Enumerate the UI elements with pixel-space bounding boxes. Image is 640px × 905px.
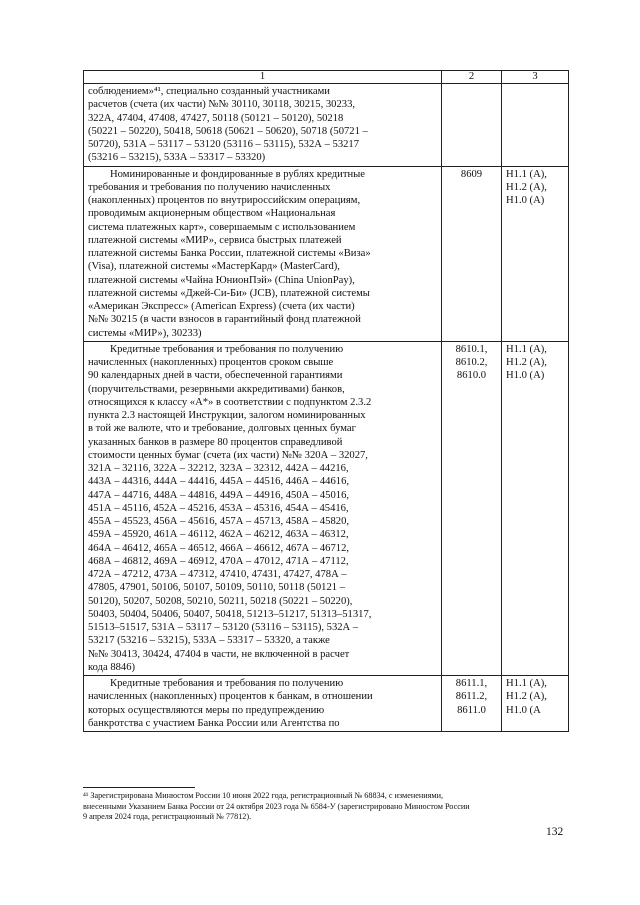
code-line: 8610.2, <box>455 357 488 368</box>
table-row <box>84 166 569 341</box>
description-line: (накопленных) процентов по внутрироссийским операциям, <box>88 195 361 206</box>
code-cell <box>442 341 502 675</box>
footnote-line: 9 апреля 2024 года, регистрационный № 77812). <box>83 812 252 821</box>
description-line: 468А – 46812, 469А – 46912, 470А – 47012, 471А – 47112, <box>88 555 349 567</box>
description-line: 47805, 47901, 50106, 50107, 50109, 50110, 50118 (50121 – <box>88 582 345 594</box>
description-line: платежной системы «Чайна ЮнионПэй» (China UnionPay), <box>88 274 355 286</box>
description-line: платежной системы «Джей-Си-Би» (JCB), платежной системы <box>88 287 370 299</box>
description-line: начисленных (накопленных) процентов к банкам, в отношении <box>88 691 373 703</box>
column-header-1: 1 <box>84 71 442 84</box>
footnote-separator <box>83 787 195 788</box>
description-line: (53216 – 53215), 533А – 53317 – 53320) <box>88 152 266 164</box>
description-line: расчетов (счета (их части) №№ 30110, 30118, 30215, 30233, <box>88 99 356 111</box>
norm-line: Н1.0 (А) <box>506 370 545 382</box>
description-cell <box>84 676 442 732</box>
table-row <box>84 84 569 167</box>
description-line: Кредитные требования и требования по получению <box>110 343 344 355</box>
description-line: 464А – 46412, 465А – 46512, 466А – 46612, 467А – 46712, <box>88 542 350 554</box>
description-line: Номинированные и фондированные в рублях кредитные <box>110 168 365 180</box>
description-line: системы «МИР»), 30233) <box>88 327 202 339</box>
description-line: (50221 – 50220), 50418, 50618 (50621 – 50620), 50718 (50721 – <box>88 125 368 137</box>
norm-line: Н1.0 (А <box>506 704 541 716</box>
description-line: 321А – 32116, 322А – 32212, 323А – 32312, 442А – 44216, <box>88 463 349 474</box>
description-line: платежной системы «МИР», сервиса быстрых платежей <box>88 234 342 246</box>
description-line: система платежных карт», совершаемым с использованием <box>88 221 356 233</box>
code-line: 8611.0 <box>457 704 486 716</box>
table-header-row <box>84 71 569 84</box>
norm-line: Н1.0 (А) <box>506 195 545 206</box>
norms-cell <box>502 166 569 341</box>
description-line: стоимости ценных бумаг (счета (их части) №№ 320А – 32027, <box>88 449 368 461</box>
code-line: 8610.1, <box>455 343 488 355</box>
description-line: 472А – 47212, 473А – 47312, 47410, 47431, 47427, 478А – <box>88 569 347 580</box>
description-line: №№ 30215 (в части взносов в гарантийный фонд платежной <box>88 314 361 326</box>
description-line: (Visa), платежной системы «МастерКард» (MasterCard), <box>88 261 340 273</box>
description-line: начисленных (накопленных) процентов сроком свыше <box>88 357 334 368</box>
description-line: 90 календарных дней в части, обеспеченной гарантиями <box>88 370 343 382</box>
description-cell <box>84 166 442 341</box>
description-line: 51513–51517, 531А – 53117 – 53120 (53116 – 53115), 532А – <box>88 622 359 633</box>
description-line: которых осуществляются меры по предупреждению <box>88 704 325 716</box>
description-line: в той же валюте, что и требование, долговых ценных бумаг <box>88 423 356 435</box>
code-line: 8610.0 <box>456 370 487 382</box>
description-line: 50403, 50404, 50406, 50407, 50418, 51213–51217, 51313–51317, <box>88 608 372 620</box>
description-line: 459А – 45920, 461А – 46112, 462А – 46212, 463А – 46312, <box>88 529 349 541</box>
description-line: 53217 (53216 – 53215), 533А – 53317 – 53320, а также <box>88 635 330 647</box>
norm-line: Н1.2 (А), <box>506 357 547 368</box>
footnote <box>83 791 570 823</box>
column-header-2: 2 <box>442 71 502 84</box>
column-header-3: 3 <box>502 71 569 84</box>
footnote-line: внесенными Указанием Банка России от 24 октября 2023 года № 6584-У (зарегистрировано Минюстом России <box>83 801 470 811</box>
page-number: 132 <box>546 826 564 838</box>
description-line: платежной системы Банка России, платежной системы «Виза» <box>88 248 371 259</box>
description-line: 322А, 47404, 47408, 47427, 50118 (50121 – 50120), 50218 <box>88 112 344 124</box>
description-line: №№ 30413, 30424, 47404 в части, не включенной в расчет <box>88 648 350 660</box>
norms-table <box>83 70 569 732</box>
description-line: проводимым акционерным обществом «Национальная <box>88 208 336 220</box>
norms-cell <box>502 84 569 167</box>
description-line: указанных банков в размере 80 процентов справедливой <box>88 436 343 448</box>
description-line: относящихся к классу «А*» в соответствии с подпунктом 2.3.2 <box>88 396 372 408</box>
description-line: 447А – 44716, 448А – 44816, 449А – 44916, 450А – 45016, <box>88 489 350 501</box>
description-line: «Американ Экспресс» (American Express) (счета (их части) <box>88 301 355 312</box>
description-line: 451А – 45116, 452А – 45216, 453А – 45316, 454А – 45416, <box>88 502 349 514</box>
code-line: 8611.2, <box>455 691 488 703</box>
table-row <box>84 341 569 675</box>
description-line: Кредитные требования и требования по получению <box>110 678 344 689</box>
code-line: 8611.1, <box>455 678 488 689</box>
description-line: пункта 2.3 настоящей Инструкции, залогом номинированных <box>88 410 366 421</box>
description-cell <box>84 84 442 167</box>
description-cell <box>84 341 442 675</box>
description-line: (поручительствами, резервными аккредитивами) банков, <box>88 383 345 395</box>
footnote-line: ⁴¹ Зарегистрирована Минюстом России 10 июня 2022 года, регистрационный № 68834, с изменениями, <box>83 791 444 800</box>
description-line: банкротства с участием Банка России или Агентства по <box>88 717 340 729</box>
description-line: кода 8846) <box>88 661 136 673</box>
norm-line: Н1.1 (А), <box>506 678 547 689</box>
norm-line: Н1.1 (А), <box>506 343 547 355</box>
description-line: соблюдением»⁴¹, специально созданный участниками <box>88 86 330 97</box>
code-cell <box>442 676 502 732</box>
norms-cell <box>502 341 569 675</box>
code-line: 8609 <box>460 168 483 180</box>
norms-cell <box>502 676 569 732</box>
description-line: 455А – 45523, 456А – 45616, 457А – 45713, 458А – 45820, <box>88 516 350 527</box>
description-line: 50120), 50207, 50208, 50210, 50211, 50218 (50221 – 50220), <box>88 595 353 607</box>
description-line: 50720), 531А – 53117 – 53120 (53116 – 53115), 532А – 53217 <box>88 139 360 150</box>
norm-line: Н1.2 (А), <box>506 691 547 703</box>
code-cell <box>442 84 502 167</box>
code-cell <box>442 166 502 341</box>
norm-line: Н1.1 (А), <box>506 168 547 180</box>
description-line: 443А – 44316, 444А – 44416, 445А – 44516, 446А – 44616, <box>88 476 350 488</box>
description-line: требования и требования по получению начисленных <box>88 181 331 193</box>
table-row <box>84 676 569 732</box>
norm-line: Н1.2 (А), <box>506 181 547 193</box>
